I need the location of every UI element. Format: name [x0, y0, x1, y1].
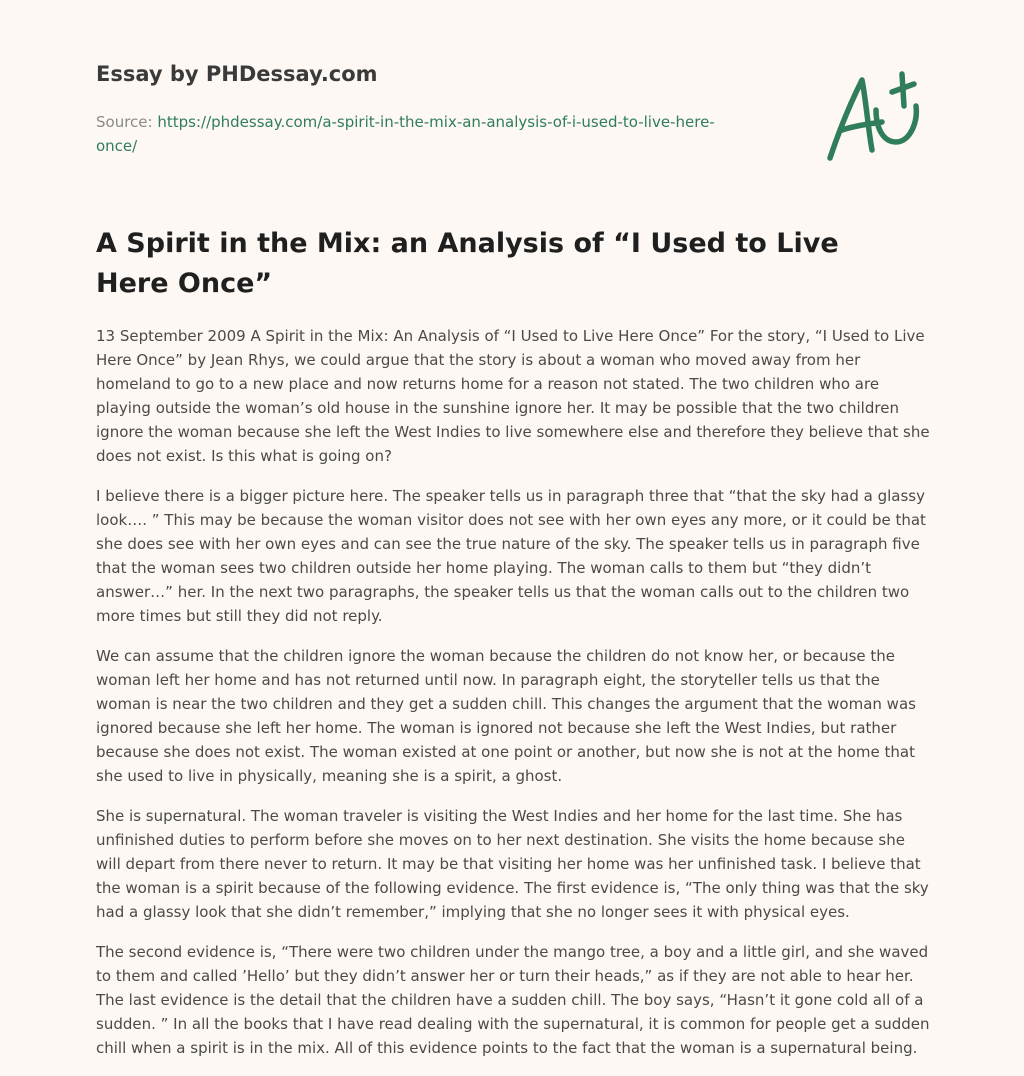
site-brand: Essay by PHDessay.com: [96, 62, 378, 86]
a-plus-grade-icon: [822, 66, 930, 166]
essay-header: [96, 62, 736, 158]
essay-paragraph: She is supernatural. The woman traveler is visiting the West Indies and her home for the last time. She has unfinished duties to perform before she moves on to her next destination. She visits the home because she will depart from there never to return. It may be that visiting her home was her unfinished task. I believe that the woman is a spirit because of the following evidence. The first evidence is, “The only thing was that the sky had a glassy look that she didn’t remember,” implying that she no longer sees it with physical eyes.: [96, 807, 929, 921]
essay-paragraph: We can assume that the children ignore the woman because the children do not know her, or because the woman left her home and has not returned until now. In paragraph eight, the storyteller tells us that the woman is near the two children and they get a sudden chill. This changes the argument that the woman was ignored because she left her home. The woman is ignored not because she left the West Indies, but rather because she does not exist. The woman existed at one point or another, but now she is not at the home that she used to live in physically, meaning she is a spirit, a ghost.: [96, 647, 916, 785]
essay-body: [96, 324, 932, 1076]
essay-paragraph: 13 September 2009 A Spirit in the Mix: An Analysis of “I Used to Live Here Once” For the story, “I Used to Live Here Once” by Jean Rhys, we could argue that the story is about a woman who moved away from her homeland to go to a new place and now returns home for a reason not stated. The two children who are playing outside the woman’s old house in the sunshine ignore her. It may be possible that the two children ignore the woman because she left the West Indies to live somewhere else and therefore they believe that she does not exist. Is this what is going on?: [96, 327, 930, 465]
source-label: Source:: [96, 113, 153, 131]
source-line: [96, 110, 736, 158]
essay-paragraph: I believe there is a bigger picture here. The speaker tells us in paragraph three that “that the sky had a glassy look…. ” This may be because the woman visitor does not see with her own eyes any more, or it could be that she does see with her own eyes and can see the true nature of the sky. The speaker tells us in paragraph five that the woman sees two children outside her home playing. The woman calls to them but “they didn’t answer…” her. In the next two paragraphs, the speaker tells us that the woman calls out to the children two more times but still they did not reply.: [96, 487, 926, 625]
essay-title: A Spirit in the Mix: an Analysis of “I Used to Live Here Once”: [96, 228, 839, 299]
source-link[interactable]: https://phdessay.com/a-spirit-in-the-mix-an-analysis-of-i-used-to-live-here-once/: [96, 113, 715, 155]
essay-paragraph: The second evidence is, “There were two children under the mango tree, a boy and a little girl, and she waved to them and called ’Hello’ but they didn’t answer her or turn their heads,” as if they are not able to hear her. The last evidence is the detail that the children have a sudden chill. The boy says, “Hasn’t it gone cold all of a sudden. ” In all the books that I have read dealing with the supernatural, it is common for people get a sudden chill when a spirit is in the mix. All of this evidence points to the fact that the woman is a supernatural being.: [96, 943, 930, 1057]
